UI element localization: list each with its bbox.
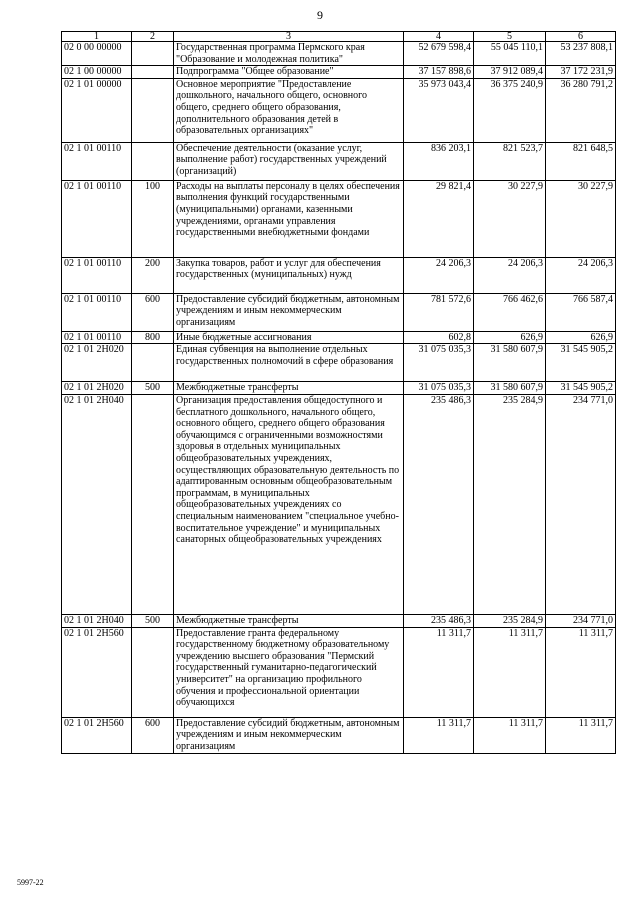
row-value-2023: 766 462,6: [474, 293, 546, 331]
row-value-2023: 30 227,9: [474, 180, 546, 257]
row-value-2024: 626,9: [546, 331, 616, 344]
row-description: Подпрограмма "Общее образование": [174, 66, 404, 79]
table-row: [62, 257, 616, 293]
col-header-5: 5: [474, 32, 546, 42]
row-description: Организация предоставления общедоступного и бесплатного дошкольного, начального общего, основного общего, среднего общего образования обучающимся с ограниченными возможностями здоровья в отдельных муниципальных общеобразовательных учреждениях, осуществляющих образовательную деятельность по адаптированным основным общеобразовательным программам, в муниципальных общеобразовательных учреждениях со специальным наименованием "специальное учебно-воспитательное учреждение" и муниципальных санаторных общеобразовательных учреждениях: [174, 394, 404, 614]
row-description: Межбюджетные трансферты: [174, 382, 404, 395]
table-row: [62, 394, 616, 614]
row-code: 02 0 00 00000: [62, 42, 132, 66]
row-expense-type: 500: [132, 614, 174, 627]
row-value-2024: 30 227,9: [546, 180, 616, 257]
table-row: [62, 614, 616, 627]
table-row: [62, 42, 616, 66]
row-description: Обеспечение деятельности (оказание услуг, выполнение работ) государственных учреждений (организаций): [174, 142, 404, 180]
row-value-2023: 11 311,7: [474, 627, 546, 717]
header-row: [62, 32, 616, 42]
row-code: 02 1 01 00110: [62, 180, 132, 257]
page-number: 9: [317, 8, 323, 22]
row-value-2024: 821 648,5: [546, 142, 616, 180]
row-description: Предоставление субсидий бюджетным, автономным учреждениям и иным некоммерческим организациям: [174, 717, 404, 753]
table-row: [62, 344, 616, 382]
row-expense-type: 800: [132, 331, 174, 344]
row-value-2022: 602,8: [404, 331, 474, 344]
row-value-2024: 24 206,3: [546, 257, 616, 293]
row-expense-type: [132, 627, 174, 717]
row-description: Единая субвенция на выполнение отдельных государственных полномочий в сфере образования: [174, 344, 404, 382]
table-row: [62, 627, 616, 717]
row-expense-type: [132, 66, 174, 79]
row-value-2024: 31 545 905,2: [546, 382, 616, 395]
budget-table: [61, 31, 616, 754]
row-value-2024: 234 771,0: [546, 394, 616, 614]
row-value-2023: 11 311,7: [474, 717, 546, 753]
row-value-2022: 11 311,7: [404, 627, 474, 717]
row-value-2022: 29 821,4: [404, 180, 474, 257]
row-description: Основное мероприятие "Предоставление дошкольного, начального общего, основного общего, среднего общего образования, дополнительного образования детей в образовательных организациях": [174, 78, 404, 142]
row-description: Расходы на выплаты персоналу в целях обеспечения выполнения функций государственными (муниципальными) органами, казенными учреждениями, органами управления государственными внебюджетными фондами: [174, 180, 404, 257]
row-expense-type: 200: [132, 257, 174, 293]
table-row: [62, 717, 616, 753]
row-value-2022: 235 486,3: [404, 394, 474, 614]
row-value-2022: 31 075 035,3: [404, 382, 474, 395]
row-value-2023: 31 580 607,9: [474, 382, 546, 395]
row-value-2024: 37 172 231,9: [546, 66, 616, 79]
col-header-3: 3: [174, 32, 404, 42]
row-code: 02 1 01 2Н020: [62, 344, 132, 382]
table-row: [62, 331, 616, 344]
row-value-2024: 36 280 791,2: [546, 78, 616, 142]
row-code: 02 1 01 00000: [62, 78, 132, 142]
row-value-2022: 31 075 035,3: [404, 344, 474, 382]
row-description: Государственная программа Пермского края "Образование и молодежная политика": [174, 42, 404, 66]
table-row: [62, 66, 616, 79]
row-value-2022: 235 486,3: [404, 614, 474, 627]
row-expense-type: 600: [132, 293, 174, 331]
row-value-2023: 235 284,9: [474, 394, 546, 614]
row-value-2023: 55 045 110,1: [474, 42, 546, 66]
row-value-2024: 234 771,0: [546, 614, 616, 627]
row-expense-type: [132, 42, 174, 66]
row-expense-type: [132, 394, 174, 614]
row-code: 02 1 01 2Н020: [62, 382, 132, 395]
row-value-2024: 53 237 808,1: [546, 42, 616, 66]
footer-code: 5997-22: [17, 878, 44, 887]
col-header-4: 4: [404, 32, 474, 42]
row-code: 02 1 01 00110: [62, 293, 132, 331]
table-row: [62, 142, 616, 180]
row-value-2022: 37 157 898,6: [404, 66, 474, 79]
row-value-2023: 31 580 607,9: [474, 344, 546, 382]
col-header-1: 1: [62, 32, 132, 42]
row-expense-type: 500: [132, 382, 174, 395]
row-code: 02 1 01 2Н040: [62, 614, 132, 627]
row-code: 02 1 01 2Н560: [62, 627, 132, 717]
row-code: 02 1 01 2Н040: [62, 394, 132, 614]
row-value-2022: 781 572,6: [404, 293, 474, 331]
row-expense-type: [132, 344, 174, 382]
table-row: [62, 180, 616, 257]
col-header-2: 2: [132, 32, 174, 42]
col-header-6: 6: [546, 32, 616, 42]
row-value-2022: 836 203,1: [404, 142, 474, 180]
row-code: 02 1 01 2Н560: [62, 717, 132, 753]
row-value-2024: 11 311,7: [546, 627, 616, 717]
row-expense-type: [132, 78, 174, 142]
row-code: 02 1 01 00110: [62, 331, 132, 344]
row-code: 02 1 01 00110: [62, 142, 132, 180]
table-row: [62, 382, 616, 395]
row-description: Предоставление субсидий бюджетным, автономным учреждениям и иным некоммерческим организациям: [174, 293, 404, 331]
table-row: [62, 78, 616, 142]
row-value-2023: 24 206,3: [474, 257, 546, 293]
row-code: 02 1 01 00110: [62, 257, 132, 293]
row-value-2023: 36 375 240,9: [474, 78, 546, 142]
row-value-2024: 766 587,4: [546, 293, 616, 331]
row-description: Межбюджетные трансферты: [174, 614, 404, 627]
row-expense-type: 600: [132, 717, 174, 753]
row-value-2023: 626,9: [474, 331, 546, 344]
row-expense-type: 100: [132, 180, 174, 257]
row-value-2023: 37 912 089,4: [474, 66, 546, 79]
row-description: Иные бюджетные ассигнования: [174, 331, 404, 344]
row-value-2023: 821 523,7: [474, 142, 546, 180]
row-value-2023: 235 284,9: [474, 614, 546, 627]
row-expense-type: [132, 142, 174, 180]
row-value-2024: 11 311,7: [546, 717, 616, 753]
table-row: [62, 293, 616, 331]
row-value-2022: 52 679 598,4: [404, 42, 474, 66]
row-value-2022: 35 973 043,4: [404, 78, 474, 142]
row-description: Закупка товаров, работ и услуг для обеспечения государственных (муниципальных) нужд: [174, 257, 404, 293]
row-value-2022: 24 206,3: [404, 257, 474, 293]
row-code: 02 1 00 00000: [62, 66, 132, 79]
row-description: Предоставление гранта федеральному государственному бюджетному образовательному учреждению высшего образования "Пермский государственный гуманитарно-педагогический университет" на организацию профильного обучения и профессиональной ориентации обучающихся: [174, 627, 404, 717]
row-value-2024: 31 545 905,2: [546, 344, 616, 382]
row-value-2022: 11 311,7: [404, 717, 474, 753]
